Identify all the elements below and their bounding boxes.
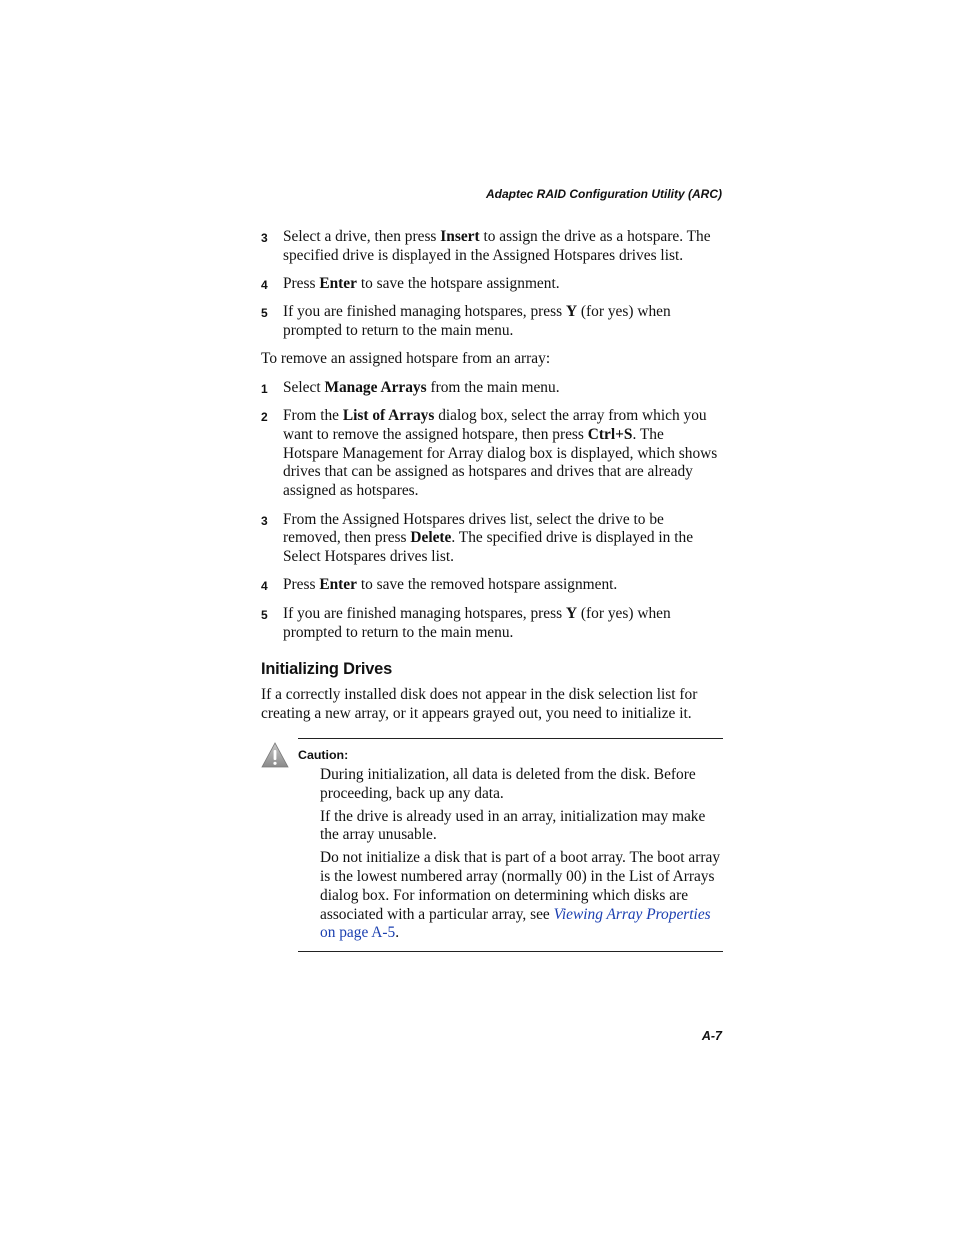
- page-content: [261, 228, 723, 952]
- caution-box: [298, 738, 723, 952]
- caution-bottom-rule: [298, 951, 723, 952]
- step-number: 5: [261, 607, 268, 622]
- page-number: A-7: [701, 1029, 722, 1043]
- key-y: Y: [565, 604, 578, 622]
- key-delete: Delete: [410, 529, 452, 547]
- cross-reference-link[interactable]: Viewing Array Properties on page A-5: [320, 905, 711, 942]
- key-ctrl-s: Ctrl+S: [587, 425, 633, 443]
- key-enter: Enter: [319, 576, 357, 594]
- step-assign-4: 4 Press Enter to save the hotspare assignment.: [261, 275, 723, 294]
- caution-top-rule: [298, 738, 723, 739]
- step-number: 5: [261, 306, 268, 321]
- step-number: 3: [261, 513, 268, 528]
- step-remove-5: 5 If you are finished managing hotspares, press Y (for yes) when prompted to return to the main menu.: [261, 604, 671, 641]
- step-number: 4: [261, 278, 268, 293]
- key-enter: Enter: [319, 275, 357, 293]
- step-remove-3: 3 From the Assigned Hotspares drives list, select the drive to be removed, then press Delete. The specified drive is displayed in the Select Hotspares drives list.: [261, 510, 694, 566]
- caution-paragraph-3: Do not initialize a disk that is part of a boot array. The boot array is the lowest numbered array (normally 00) in the List of Arrays dialog box. For information on determining which disks are associated with a particular array, see Viewing Array Properties on page A-5.: [320, 849, 721, 942]
- section-heading: Initializing Drives: [261, 660, 392, 679]
- step-assign-5: 5 If you are finished managing hotspares, press Y (for yes) when prompted to return to the main menu.: [261, 303, 671, 340]
- dialog-list-of-arrays: List of Arrays: [342, 407, 435, 425]
- step-number: 2: [261, 410, 268, 425]
- caution-paragraph-1: During initialization, all data is deleted from the disk. Before proceeding, back up any data.: [320, 765, 696, 802]
- step-number: 1: [261, 381, 268, 396]
- menu-manage-arrays: Manage Arrays: [324, 378, 427, 396]
- step-assign-3: 3 Select a drive, then press Insert to assign the drive as a hotspare. The specified drive is displayed in the Assigned Hotspares drives list.: [261, 228, 711, 264]
- remove-intro: To remove an assigned hotspare from an array:: [261, 350, 551, 368]
- step-number: 3: [261, 231, 268, 245]
- caution-label: Caution:: [298, 747, 349, 762]
- key-insert: Insert: [440, 228, 480, 245]
- step-remove-1: 1 Select Manage Arrays from the main menu.: [261, 379, 723, 398]
- caution-paragraph-2: If the drive is already used in an array, initialization may make the array unusable.: [320, 807, 706, 844]
- section-body: If a correctly installed disk does not appear in the disk selection list for creating a new array, or it appears grayed out, you need to initialize it.: [261, 686, 698, 723]
- key-y: Y: [565, 303, 578, 321]
- step-number: 4: [261, 579, 268, 594]
- step-remove-4: 4 Press Enter to save the removed hotspare assignment.: [261, 576, 723, 595]
- warning-triangle-icon: [261, 742, 289, 768]
- step-remove-2: 2 From the List of Arrays dialog box, select the array from which you want to remove the assigned hotspare, then press Ctrl+S. The Hotspare Management for Array dialog box is displayed, which shows drives that can be assigned as hotspares and drives that are already assigned as hotspares.: [261, 407, 718, 500]
- running-header: Adaptec RAID Configuration Utility (ARC): [486, 187, 722, 201]
